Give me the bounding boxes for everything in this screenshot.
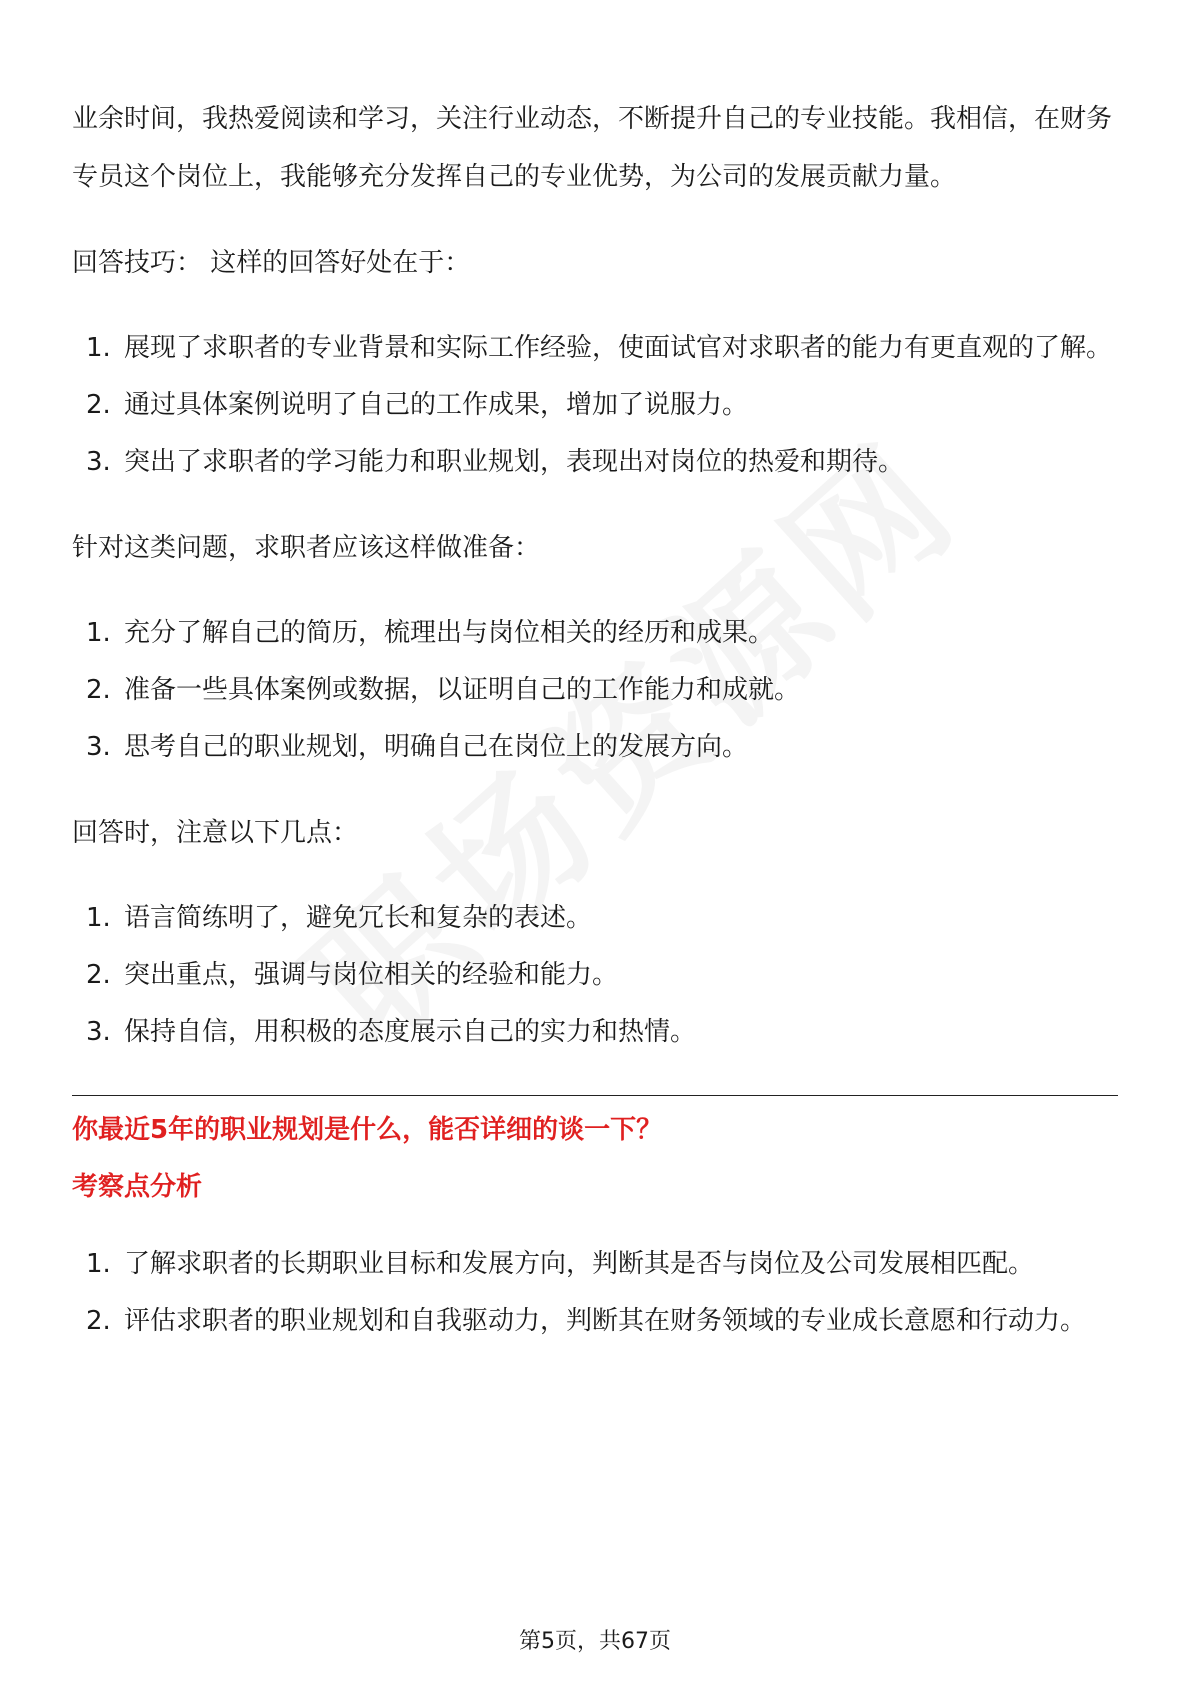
list-text: 展现了求职者的专业背景和实际工作经验，使面试官对求职者的能力有更直观的了解。 [124,333,1113,363]
list-number: 1. [86,1249,111,1279]
prep-list [72,605,1118,776]
list-item [72,1236,1118,1293]
list-item [72,947,1118,1004]
list-number: 3. [86,732,111,762]
intro-paragraph: 业余时间，我热爱阅读和学习，关注行业动态，不断提升自己的专业技能。我相信，在财务专员这个岗位上，我能够充分发挥自己的专业优势，为公司的发展贡献力量。 [72,104,1113,192]
list-item [72,605,1118,662]
list-item [72,719,1118,776]
list-text: 突出重点，强调与岗位相关的经验和能力。 [124,960,619,990]
notes-heading: 回答时，注意以下几点： [72,818,359,848]
list-text: 准备一些具体案例或数据，以证明自己的工作能力和成就。 [124,675,801,705]
notes-list [72,890,1118,1061]
page-number-footer: 第5页，共67页 [519,1629,671,1654]
list-item [72,1293,1118,1350]
list-number: 2. [86,675,111,705]
question-title: 你最近5年的职业规划是什么，能否详细的谈一下？ [72,1115,663,1145]
page-content [72,90,1118,1350]
analysis-list [72,1236,1118,1350]
list-item [72,662,1118,719]
list-item [72,434,1118,491]
section-divider [72,1095,1118,1096]
list-item [72,890,1118,947]
list-text: 保持自信，用积极的态度展示自己的实力和热情。 [124,1017,697,1047]
list-text: 语言简练明了，避免冗长和复杂的表述。 [124,903,593,933]
list-text: 突出了求职者的学习能力和职业规划，表现出对岗位的热爱和期待。 [124,447,905,477]
list-number: 3. [86,447,111,477]
list-text: 充分了解自己的简历，梳理出与岗位相关的经历和成果。 [124,618,775,648]
list-number: 2. [86,960,111,990]
list-text: 思考自己的职业规划，明确自己在岗位上的发展方向。 [124,732,749,762]
list-number: 2. [86,390,111,420]
list-item [72,320,1118,377]
analysis-heading: 考察点分析 [72,1172,203,1202]
prep-heading: 针对这类问题，求职者应该这样做准备： [72,533,541,563]
tips-list [72,320,1118,491]
tips-heading: 回答技巧： 这样的回答好处在于： [72,248,471,278]
list-item [72,1004,1118,1061]
list-text: 评估求职者的职业规划和自我驱动力，判断其在财务领域的专业成长意愿和行动力。 [124,1306,1087,1336]
list-number: 1. [86,618,111,648]
list-number: 1. [86,903,111,933]
list-number: 2. [86,1306,111,1336]
list-text: 通过具体案例说明了自己的工作成果，增加了说服力。 [124,390,749,420]
list-text: 了解求职者的长期职业目标和发展方向，判断其是否与岗位及公司发展相匹配。 [124,1249,1035,1279]
list-number: 3. [86,1017,111,1047]
list-number: 1. [86,333,111,363]
list-item [72,377,1118,434]
